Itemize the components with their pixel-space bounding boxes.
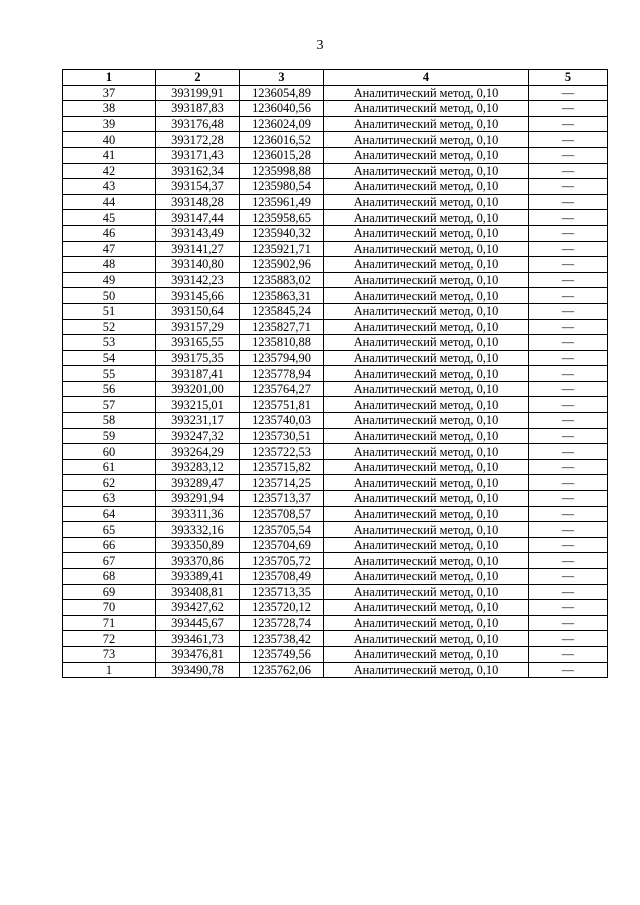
note-cell: — [529, 584, 608, 600]
table-row [63, 475, 608, 491]
note-cell: — [529, 116, 608, 132]
method-cell: Аналитический метод, 0,10 [324, 569, 529, 585]
point-number-cell: 63 [63, 491, 156, 507]
x-coordinate-cell: 393199,91 [156, 85, 240, 101]
table-row [63, 147, 608, 163]
point-number-cell: 73 [63, 646, 156, 662]
method-cell: Аналитический метод, 0,10 [324, 506, 529, 522]
x-coordinate-cell: 393461,73 [156, 631, 240, 647]
method-cell: Аналитический метод, 0,10 [324, 397, 529, 413]
x-coordinate-cell: 393141,27 [156, 241, 240, 257]
point-number-cell: 59 [63, 428, 156, 444]
note-cell: — [529, 553, 608, 569]
x-coordinate-cell: 393476,81 [156, 646, 240, 662]
note-cell: — [529, 194, 608, 210]
y-coordinate-cell: 1235794,90 [240, 350, 324, 366]
x-coordinate-cell: 393201,00 [156, 381, 240, 397]
note-cell: — [529, 257, 608, 273]
table-row [63, 179, 608, 195]
x-coordinate-cell: 393162,34 [156, 163, 240, 179]
point-number-cell: 37 [63, 85, 156, 101]
column-header-3: 3 [240, 70, 324, 86]
note-cell: — [529, 662, 608, 678]
note-cell: — [529, 366, 608, 382]
point-number-cell: 48 [63, 257, 156, 273]
x-coordinate-cell: 393408,81 [156, 584, 240, 600]
note-cell: — [529, 163, 608, 179]
x-coordinate-cell: 393148,28 [156, 194, 240, 210]
x-coordinate-cell: 393171,43 [156, 147, 240, 163]
table-row [63, 491, 608, 507]
x-coordinate-cell: 393445,67 [156, 615, 240, 631]
column-header-5: 5 [529, 70, 608, 86]
y-coordinate-cell: 1235762,06 [240, 662, 324, 678]
point-number-cell: 58 [63, 413, 156, 429]
point-number-cell: 60 [63, 444, 156, 460]
point-number-cell: 67 [63, 553, 156, 569]
note-cell: — [529, 600, 608, 616]
method-cell: Аналитический метод, 0,10 [324, 646, 529, 662]
table-row [63, 288, 608, 304]
x-coordinate-cell: 393176,48 [156, 116, 240, 132]
method-cell: Аналитический метод, 0,10 [324, 303, 529, 319]
method-cell: Аналитический метод, 0,10 [324, 491, 529, 507]
x-coordinate-cell: 393264,29 [156, 444, 240, 460]
y-coordinate-cell: 1235998,88 [240, 163, 324, 179]
point-number-cell: 57 [63, 397, 156, 413]
method-cell: Аналитический метод, 0,10 [324, 85, 529, 101]
y-coordinate-cell: 1235749,56 [240, 646, 324, 662]
method-cell: Аналитический метод, 0,10 [324, 444, 529, 460]
note-cell: — [529, 413, 608, 429]
table-row [63, 646, 608, 662]
coordinates-table [62, 69, 608, 678]
note-cell: — [529, 522, 608, 538]
note-cell: — [529, 397, 608, 413]
method-cell: Аналитический метод, 0,10 [324, 163, 529, 179]
method-cell: Аналитический метод, 0,10 [324, 350, 529, 366]
point-number-cell: 50 [63, 288, 156, 304]
y-coordinate-cell: 1235863,31 [240, 288, 324, 304]
x-coordinate-cell: 393231,17 [156, 413, 240, 429]
point-number-cell: 54 [63, 350, 156, 366]
method-cell: Аналитический метод, 0,10 [324, 319, 529, 335]
table-row [63, 397, 608, 413]
note-cell: — [529, 475, 608, 491]
table-body [63, 85, 608, 678]
note-cell: — [529, 381, 608, 397]
point-number-cell: 42 [63, 163, 156, 179]
note-cell: — [529, 631, 608, 647]
x-coordinate-cell: 393291,94 [156, 491, 240, 507]
point-number-cell: 51 [63, 303, 156, 319]
method-cell: Аналитический метод, 0,10 [324, 600, 529, 616]
point-number-cell: 52 [63, 319, 156, 335]
method-cell: Аналитический метод, 0,10 [324, 288, 529, 304]
method-cell: Аналитический метод, 0,10 [324, 116, 529, 132]
note-cell: — [529, 225, 608, 241]
method-cell: Аналитический метод, 0,10 [324, 147, 529, 163]
method-cell: Аналитический метод, 0,10 [324, 475, 529, 491]
y-coordinate-cell: 1235940,32 [240, 225, 324, 241]
note-cell: — [529, 303, 608, 319]
table-row [63, 600, 608, 616]
point-number-cell: 68 [63, 569, 156, 585]
x-coordinate-cell: 393289,47 [156, 475, 240, 491]
method-cell: Аналитический метод, 0,10 [324, 459, 529, 475]
x-coordinate-cell: 393187,41 [156, 366, 240, 382]
point-number-cell: 46 [63, 225, 156, 241]
table-row [63, 85, 608, 101]
table-row [63, 366, 608, 382]
table-row [63, 506, 608, 522]
y-coordinate-cell: 1235715,82 [240, 459, 324, 475]
x-coordinate-cell: 393350,89 [156, 537, 240, 553]
x-coordinate-cell: 393157,29 [156, 319, 240, 335]
point-number-cell: 61 [63, 459, 156, 475]
point-number-cell: 40 [63, 132, 156, 148]
note-cell: — [529, 241, 608, 257]
method-cell: Аналитический метод, 0,10 [324, 428, 529, 444]
x-coordinate-cell: 393147,44 [156, 210, 240, 226]
note-cell: — [529, 132, 608, 148]
note-cell: — [529, 350, 608, 366]
x-coordinate-cell: 393142,23 [156, 272, 240, 288]
table-row [63, 335, 608, 351]
method-cell: Аналитический метод, 0,10 [324, 631, 529, 647]
method-cell: Аналитический метод, 0,10 [324, 335, 529, 351]
y-coordinate-cell: 1236016,52 [240, 132, 324, 148]
point-number-cell: 39 [63, 116, 156, 132]
x-coordinate-cell: 393187,83 [156, 101, 240, 117]
table-row [63, 210, 608, 226]
table-row [63, 381, 608, 397]
x-coordinate-cell: 393283,12 [156, 459, 240, 475]
note-cell: — [529, 85, 608, 101]
column-header-1: 1 [63, 70, 156, 86]
point-number-cell: 41 [63, 147, 156, 163]
point-number-cell: 38 [63, 101, 156, 117]
note-cell: — [529, 646, 608, 662]
y-coordinate-cell: 1235827,71 [240, 319, 324, 335]
method-cell: Аналитический метод, 0,10 [324, 101, 529, 117]
x-coordinate-cell: 393165,55 [156, 335, 240, 351]
y-coordinate-cell: 1236015,28 [240, 147, 324, 163]
method-cell: Аналитический метод, 0,10 [324, 132, 529, 148]
y-coordinate-cell: 1236024,09 [240, 116, 324, 132]
note-cell: — [529, 569, 608, 585]
method-cell: Аналитический метод, 0,10 [324, 413, 529, 429]
table-row [63, 428, 608, 444]
method-cell: Аналитический метод, 0,10 [324, 522, 529, 538]
method-cell: Аналитический метод, 0,10 [324, 553, 529, 569]
x-coordinate-cell: 393150,64 [156, 303, 240, 319]
y-coordinate-cell: 1235708,57 [240, 506, 324, 522]
method-cell: Аналитический метод, 0,10 [324, 662, 529, 678]
note-cell: — [529, 537, 608, 553]
note-cell: — [529, 444, 608, 460]
method-cell: Аналитический метод, 0,10 [324, 272, 529, 288]
point-number-cell: 49 [63, 272, 156, 288]
y-coordinate-cell: 1235720,12 [240, 600, 324, 616]
table-row [63, 194, 608, 210]
x-coordinate-cell: 393389,41 [156, 569, 240, 585]
note-cell: — [529, 615, 608, 631]
note-cell: — [529, 272, 608, 288]
x-coordinate-cell: 393332,16 [156, 522, 240, 538]
point-number-cell: 71 [63, 615, 156, 631]
point-number-cell: 55 [63, 366, 156, 382]
x-coordinate-cell: 393143,49 [156, 225, 240, 241]
table-row [63, 569, 608, 585]
note-cell: — [529, 147, 608, 163]
method-cell: Аналитический метод, 0,10 [324, 537, 529, 553]
note-cell: — [529, 428, 608, 444]
note-cell: — [529, 459, 608, 475]
point-number-cell: 45 [63, 210, 156, 226]
table-row [63, 615, 608, 631]
y-coordinate-cell: 1235713,37 [240, 491, 324, 507]
table-header-row [63, 70, 608, 86]
x-coordinate-cell: 393247,32 [156, 428, 240, 444]
x-coordinate-cell: 393154,37 [156, 179, 240, 195]
column-header-2: 2 [156, 70, 240, 86]
point-number-cell: 72 [63, 631, 156, 647]
y-coordinate-cell: 1235883,02 [240, 272, 324, 288]
table-row [63, 225, 608, 241]
y-coordinate-cell: 1235921,71 [240, 241, 324, 257]
table-row [63, 101, 608, 117]
x-coordinate-cell: 393175,35 [156, 350, 240, 366]
method-cell: Аналитический метод, 0,10 [324, 241, 529, 257]
y-coordinate-cell: 1236040,56 [240, 101, 324, 117]
table-row [63, 413, 608, 429]
note-cell: — [529, 101, 608, 117]
x-coordinate-cell: 393140,80 [156, 257, 240, 273]
point-number-cell: 44 [63, 194, 156, 210]
table-row [63, 584, 608, 600]
note-cell: — [529, 335, 608, 351]
point-number-cell: 66 [63, 537, 156, 553]
x-coordinate-cell: 393490,78 [156, 662, 240, 678]
y-coordinate-cell: 1235902,96 [240, 257, 324, 273]
y-coordinate-cell: 1235980,54 [240, 179, 324, 195]
method-cell: Аналитический метод, 0,10 [324, 210, 529, 226]
point-number-cell: 70 [63, 600, 156, 616]
note-cell: — [529, 288, 608, 304]
point-number-cell: 64 [63, 506, 156, 522]
table-row [63, 553, 608, 569]
y-coordinate-cell: 1235713,35 [240, 584, 324, 600]
y-coordinate-cell: 1235845,24 [240, 303, 324, 319]
y-coordinate-cell: 1235705,72 [240, 553, 324, 569]
point-number-cell: 1 [63, 662, 156, 678]
y-coordinate-cell: 1235704,69 [240, 537, 324, 553]
table-row [63, 631, 608, 647]
x-coordinate-cell: 393370,86 [156, 553, 240, 569]
y-coordinate-cell: 1235738,42 [240, 631, 324, 647]
point-number-cell: 62 [63, 475, 156, 491]
note-cell: — [529, 210, 608, 226]
y-coordinate-cell: 1235740,03 [240, 413, 324, 429]
method-cell: Аналитический метод, 0,10 [324, 584, 529, 600]
x-coordinate-cell: 393145,66 [156, 288, 240, 304]
x-coordinate-cell: 393215,01 [156, 397, 240, 413]
table-row [63, 163, 608, 179]
page-number: 3 [316, 38, 324, 53]
y-coordinate-cell: 1235722,53 [240, 444, 324, 460]
method-cell: Аналитический метод, 0,10 [324, 615, 529, 631]
table-row [63, 241, 608, 257]
x-coordinate-cell: 393172,28 [156, 132, 240, 148]
table-row [63, 444, 608, 460]
y-coordinate-cell: 1235778,94 [240, 366, 324, 382]
y-coordinate-cell: 1235714,25 [240, 475, 324, 491]
column-header-4: 4 [324, 70, 529, 86]
method-cell: Аналитический метод, 0,10 [324, 257, 529, 273]
table-row [63, 303, 608, 319]
method-cell: Аналитический метод, 0,10 [324, 194, 529, 210]
method-cell: Аналитический метод, 0,10 [324, 179, 529, 195]
y-coordinate-cell: 1235764,27 [240, 381, 324, 397]
point-number-cell: 56 [63, 381, 156, 397]
point-number-cell: 53 [63, 335, 156, 351]
method-cell: Аналитический метод, 0,10 [324, 366, 529, 382]
point-number-cell: 65 [63, 522, 156, 538]
table-row [63, 257, 608, 273]
table-row [63, 459, 608, 475]
y-coordinate-cell: 1235958,65 [240, 210, 324, 226]
note-cell: — [529, 319, 608, 335]
y-coordinate-cell: 1235810,88 [240, 335, 324, 351]
y-coordinate-cell: 1235751,81 [240, 397, 324, 413]
method-cell: Аналитический метод, 0,10 [324, 381, 529, 397]
table-row [63, 132, 608, 148]
point-number-cell: 69 [63, 584, 156, 600]
y-coordinate-cell: 1235961,49 [240, 194, 324, 210]
table-row [63, 537, 608, 553]
y-coordinate-cell: 1235728,74 [240, 615, 324, 631]
y-coordinate-cell: 1236054,89 [240, 85, 324, 101]
x-coordinate-cell: 393427,62 [156, 600, 240, 616]
table-row [63, 522, 608, 538]
x-coordinate-cell: 393311,36 [156, 506, 240, 522]
point-number-cell: 47 [63, 241, 156, 257]
point-number-cell: 43 [63, 179, 156, 195]
note-cell: — [529, 506, 608, 522]
table-row [63, 116, 608, 132]
y-coordinate-cell: 1235730,51 [240, 428, 324, 444]
table-row [63, 350, 608, 366]
y-coordinate-cell: 1235708,49 [240, 569, 324, 585]
method-cell: Аналитический метод, 0,10 [324, 225, 529, 241]
y-coordinate-cell: 1235705,54 [240, 522, 324, 538]
note-cell: — [529, 179, 608, 195]
table-row [63, 319, 608, 335]
note-cell: — [529, 491, 608, 507]
table-row [63, 272, 608, 288]
table-row [63, 662, 608, 678]
